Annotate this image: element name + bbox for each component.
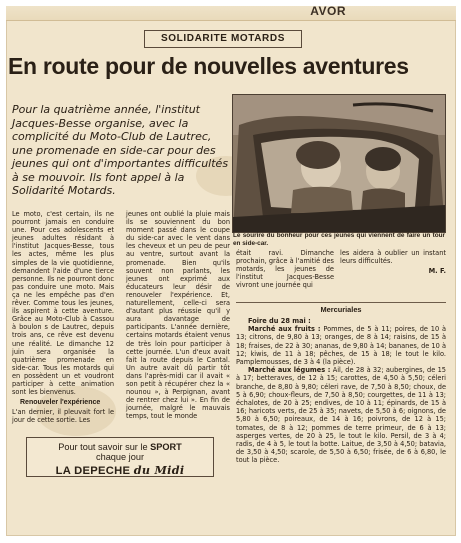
- promo-line-1: Pour tout savoir sur le SPORT: [58, 442, 182, 452]
- depeche-promo-box: [26, 437, 214, 477]
- promo-line-2: chaque jour: [95, 452, 144, 462]
- photo-caption: Le sourire du bonheur pour ces jeunes qui viennent de faire un tour en side-car.: [233, 232, 445, 247]
- section-rubric: SOLIDARITE MOTARDS: [144, 30, 302, 48]
- photo-sidecar: [232, 94, 446, 233]
- mercuriales-text: [236, 317, 446, 465]
- article-subhead: Renouveler l'expérience: [20, 399, 101, 407]
- fair-date: Foire du 28 mai :: [248, 317, 311, 325]
- vegetable-prices: Marché aux légumes : Ail, de 28 à 32; aubergines, de 15 à 17; betteraves, de 12 à 15; carottes, de 4,50 à 5,50; céleri branche, de 8,80 à 9,80; céleri rave, de 7,50 à 8,50; choux, de 5 à 6,90; choux-fleurs, de 7,50 à 8,50; courgettes, de 11 à 13; échalotes, de 20 à 25; endives, de 10 à 11; épinards, de 15 à 16; haricots verts, de 25 à 35; navets, de 5,50 à 6; oignons, de 5,80 à 6,50; poireaux, de 14 à 16; poivrons, de 12 à 15; tomates, de 8 à 12; pommes de terre primeur, de 6 à 13; asperges vertes, de 20 à 25, le tout le kilo. Persil, de 3 à 4; radis, de 4 à 5, le tout la botte. Laitue, de 3,50 à 4,50; batavia, de 3,50 à 4,50; scarole, de 5,50 à 6,50; frisée, de 6 à 6,80, le tout la pièce.: [236, 366, 446, 465]
- mercuriales-title: Mercuriales: [320, 305, 362, 314]
- article-paragraph: Le moto, c'est certain, ils ne pourront jamais en conduire une. Pour ces adolescents et jeunes adultes résidant à l'institut Jacques-Besse, tous les actes, même les plus simples de la vie quotidienne, demandent l'aide d'une tierce personne. Ils ne pourront donc pas conduire une moto. Mais ça ne les empêche pas d'en rêver. Comme tous les jeunes, ils aspirent à cette aventure. Grâce au Moto-Club à Cassou à boulon s de Lautrec, depuis trois ans, ce rêve est devenu une réalité. Le dimanche 12 juin sera organisée la quatrième promenade en side-car. Tous les motards qui en possèdent un et voudront participer à cette animation sont les bienvenus.: [12, 210, 114, 397]
- author-signature: M. F.: [428, 267, 446, 276]
- article-paragraph: jeunes ont oublié la pluie mais ils se souviennent du bon moment passé dans le coupe du side-car avec le vent dans les cheveux et un peu de peur au ventre, surtout avant la promenade. Bien qu'ils souvent non parlants, les jeunes ont exprimé aux éducateurs leur désir de renouveler l'expérience. Et, naturellement, celle-ci sera d'autant plus réussie qu'il y aura davantage de participants. L'année dernière, certains motards étaient venus de très loin pour participer à cette journée. L'un d'eux avait fait la route depuis le Cantal. Un autre avait dû partir tôt dans l'après-midi car il avait « son petit à récupérer chez la « nounou », à Perpignan, avant de rentrer chez lui ». En fin de journée, malgré le mauvais temps, tout le monde: [126, 210, 230, 421]
- mercuriales-box: [236, 302, 446, 519]
- torn-top-strip: [6, 6, 456, 21]
- article-column-3: [236, 249, 334, 289]
- article-paragraph: les aidera à oublier un instant leurs difficultés.: [340, 249, 446, 266]
- article-column-4: [340, 249, 446, 275]
- standfirst: Pour la quatrième année, l'institut Jacques-Besse organise, avec la complicité du Moto-Club de Lautrec, une promenade en side-car pour des jeunes qui ont d'importantes difficultés à se mouvoir. Ils font appel à la Solidarité Motards.: [12, 103, 229, 197]
- previous-article-fragment: AVOR: [310, 6, 346, 18]
- article-column-1: [12, 210, 114, 424]
- article-column-2: [126, 210, 230, 420]
- article-paragraph: L'an dernier, il pleuvait fort le jour de cette sortie. Les: [12, 408, 114, 425]
- fruit-prices: Marché aux fruits : Pommes, de 5 à 11; poires, de 10 à 13; citrons, de 9,80 à 13; oranges, de 8 à 14; raisins, de 15 à 18; fraises, de 22 à 30; ananas, de 9,80 à 14; bananes, de 10 à 12; kiwis, de 11 à 18; pêches, de 15 à 18; le tout le kilo. Pamplemousses, de 3 à 4 (la pièce).: [236, 325, 446, 367]
- photo-image: [233, 95, 445, 232]
- promo-brand: LA DEPECHE du Midi: [55, 463, 185, 477]
- headline: En route pour de nouvelles aventures: [8, 53, 409, 79]
- article-paragraph: était ravi. Dimanche prochain, grâce à l'amitié des motards, les jeunes de l'institut Jacques-Besse vivront une journée qui: [236, 249, 334, 290]
